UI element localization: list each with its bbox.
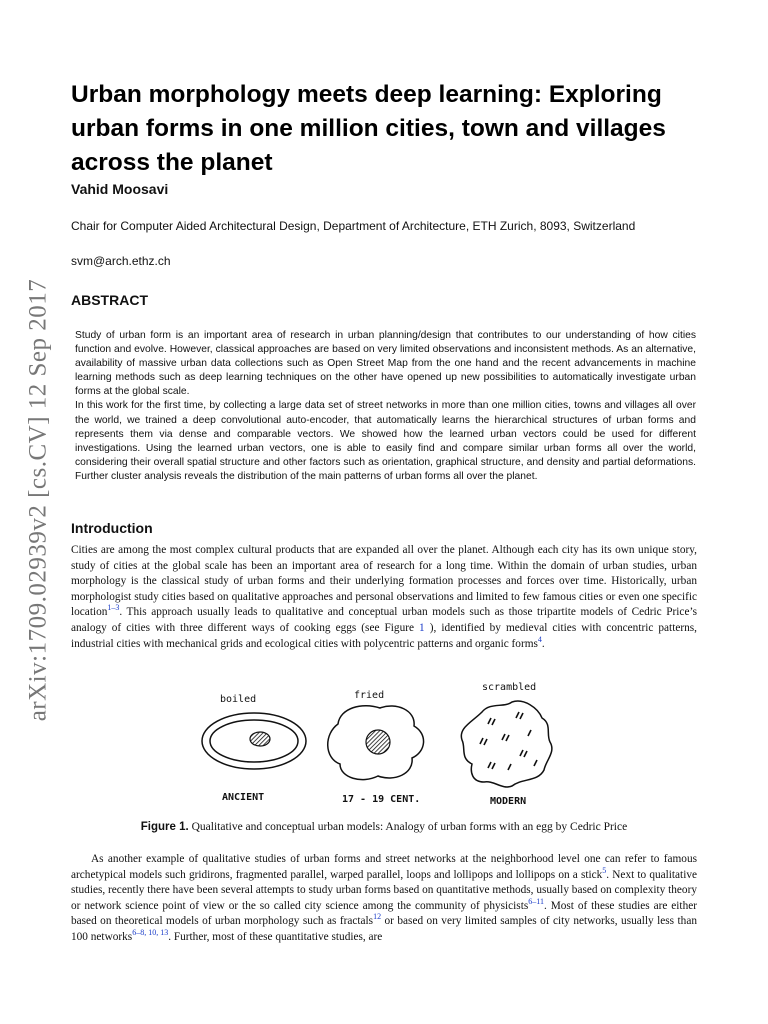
abstract-paragraph-2: In this work for the first time, by collecting a large data set of street networks in more than one million cities, towns and villages all over the world, we trained a deep convolutional auto-encoder, that automatically learns the hierarchical structures of urban forms and represents them via dense and comparable vectors. We showed how the learned urban vectors could be used for different investigations. Using the learned urban vectors, one is able to easily find and compare similar urban forms all over the world, considering their overall spatial structure and other factors such as orientation, graphical structure, and density and partial deformations. Further cluster analysis reveals the distribution of the main patterns of urban forms all over the planet. [75,400,696,482]
intro-p2-text-c: . Most of these studies are either based on theoretical models of urban morphology such as fractals [71,899,697,928]
boiled-egg-icon [202,713,306,769]
citation-link[interactable]: 12 [373,912,382,922]
citation-link[interactable]: 1–3 [107,603,120,613]
figure-caption-label: Figure 1. [140,821,189,833]
abstract-heading: ABSTRACT [71,292,148,308]
figure-caption-text: Qualitative and conceptual urban models: Analogy of urban forms with an egg by Cedric Price [191,821,628,833]
label-scrambled: scrambled [482,682,537,693]
egg-sketch-drawing [190,678,570,810]
intro-p1-text-c: ), identified by medieval cities with concentric patterns, industrial cities with mechanical grids and ecological cities with polycentric patterns and organic forms [71,621,697,650]
citation-link[interactable]: 6–11 [528,897,544,907]
author-email: svm@arch.ethz.ch [71,254,171,268]
intro-p2-text-d: or based on very limited samples of city networks, usually less than 100 networks [71,915,697,943]
figure-ref-link[interactable]: 1 [419,621,425,634]
arxiv-id-text: arXiv:1709.02939v2 [cs.CV] 12 Sep 2017 [24,278,52,722]
author-affiliation: Chair for Computer Aided Architectural Design, Department of Architecture, ETH Zurich, 8093, Switzerland [71,219,636,233]
citation-link[interactable]: 4 [537,634,542,644]
intro-p2-text-e: . Further, most of these quantitative studies, are [168,930,383,943]
intro-p2-text-b: . Next to qualitative studies, recently there have been several attempts to study urban forms based on quantitative methods, usually based on complexity theory or network science point of view or the so called city science among the community of physicists [71,868,697,912]
abstract-paragraph-1: Study of urban form is an important area of research in urban planning/design that contributes to our understanding of how cities function and evolve. However, classical approaches are based on very limited observations and inconsistent methods. As an alternative, availability of massive urban data collections such as Open Street Map from the one hand and the recent advancements in machine learning methods such as deep learning techniques on the other have opened up new possibilities to automatically investigate urban forms at the global scale. [75,330,696,398]
introduction-heading: Introduction [71,520,153,536]
label-17-19-cent: 17 - 19 CENT. [342,794,421,805]
intro-p1-text-d: . [541,637,545,650]
author-name: Vahid Moosavi [71,181,169,197]
paper-title: Urban morphology meets deep learning: Exploring urban forms in one million cities, town and villages across the planet [71,81,666,176]
scrambled-egg-icon [461,701,552,787]
arxiv-sidebar-stamp [24,270,52,730]
intro-p1-text-a: Cities are among the most complex cultural products that are expanded all over the planet. Although each city has its own unique story, study of cities at the global scale has been an important area of research for a long time. Within the domain of urban studies, urban morphology is the classical study of urban forms and their underlying formation processes and forces over time. Historically, urban morphologist study cities based on qualitative approaches and personal observations and limited to few famous cities or even one specific location [71,544,697,619]
citation-link[interactable]: 6–8, 10, 13 [132,928,169,938]
label-ancient: ANCIENT [222,792,265,803]
fried-egg-icon [328,706,424,780]
label-boiled: boiled [220,694,257,705]
citation-link[interactable]: 5 [602,865,607,875]
label-modern: MODERN [490,796,527,807]
intro-paragraph-1 [71,543,697,652]
label-fried: fried [354,690,385,701]
intro-p2-text-a: As another example of qualitative studies of urban forms and street networks at the neighborhood level one can refer to famous archetypical models such gridirons, fragmented parallel, warped parallel, loops and lollipops and lollipops on a stick [71,853,697,881]
intro-paragraph-2 [71,852,697,946]
intro-p1-text-b: . This approach usually leads to qualitative and conceptual urban models such as those tripartite models of Cedric Price’s analogy of cities with three different ways of cooking eggs (see Figure [71,606,697,634]
abstract-body [75,329,696,484]
egg-analogy-figure [190,678,570,810]
figure-caption [0,821,768,833]
